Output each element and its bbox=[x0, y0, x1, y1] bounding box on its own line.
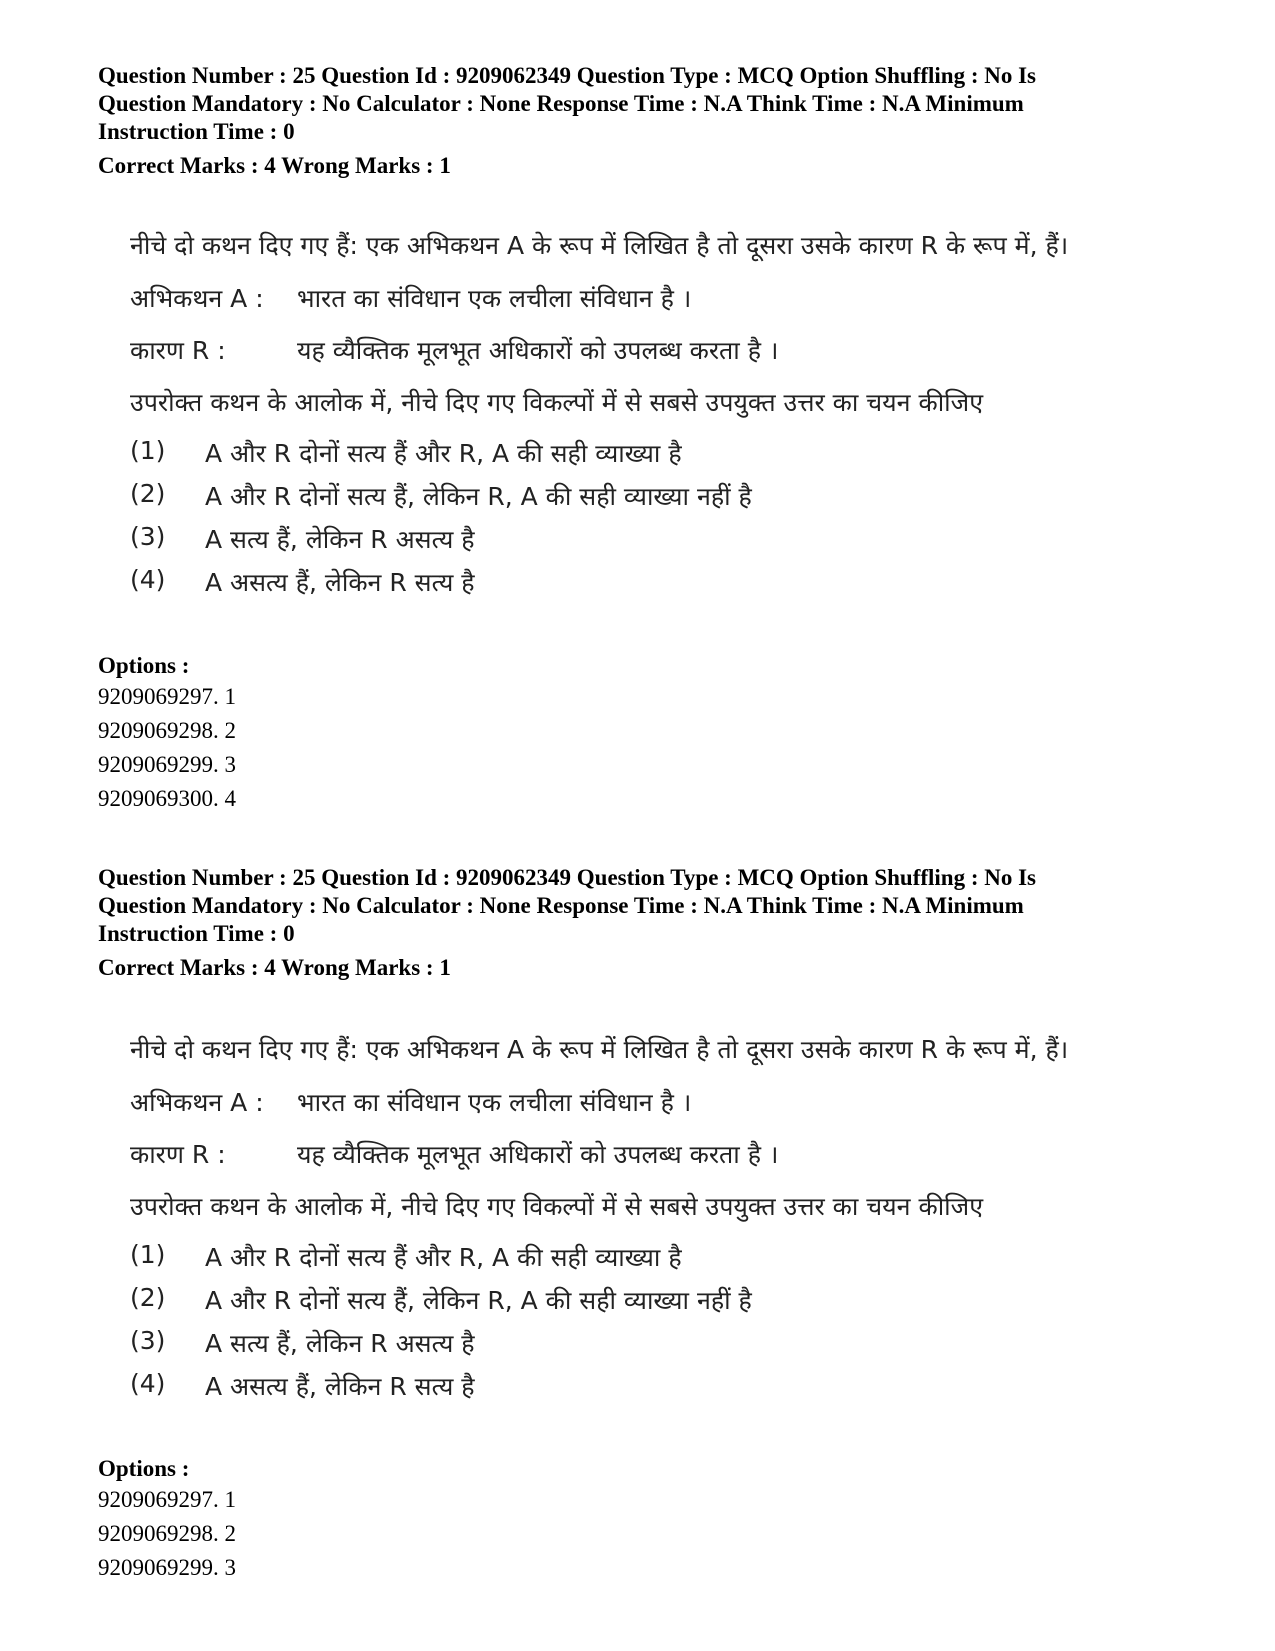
assertion-label: अभिकथन A : bbox=[130, 1088, 264, 1117]
assertion-label: अभिकथन A : bbox=[130, 284, 264, 313]
choice-text: A सत्य हैं, लेकिन R असत्य है bbox=[205, 1329, 475, 1358]
choice-text: A सत्य हैं, लेकिन R असत्य है bbox=[205, 525, 475, 554]
question-meta-line: Question Number : 25 Question Id : 9209062349 Question Type : MCQ Option Shuffling : No Is bbox=[98, 63, 1037, 88]
option-item: 9209069299. 3 bbox=[98, 752, 236, 777]
question-header-2 bbox=[98, 864, 1178, 982]
question-meta-line: Question Mandatory : No Calculator : None Response Time : N.A Think Time : N.A Minimum bbox=[98, 91, 1024, 116]
choice-text: A और R दोनों सत्य हैं, लेकिन R, A की सही व्याख्या नहीं है bbox=[205, 1286, 752, 1315]
statement-intro: नीचे दो कथन दिए गए हैं: एक अभिकथन A के रूप में लिखित है तो दूसरा उसके कारण R के रूप में, हैं। bbox=[130, 1035, 1069, 1064]
question-body-2 bbox=[130, 1032, 1130, 1412]
choice-text: A और R दोनों सत्य हैं और R, A की सही व्याख्या है bbox=[205, 1243, 682, 1272]
question-meta-line: Question Number : 25 Question Id : 9209062349 Question Type : MCQ Option Shuffling : No Is bbox=[98, 865, 1037, 890]
option-item: 9209069298. 2 bbox=[98, 718, 236, 743]
question-header-1 bbox=[98, 62, 1178, 180]
choice-number: (4) bbox=[130, 565, 166, 594]
instruction-text: उपरोक्त कथन के आलोक में, नीचे दिए गए विकल्पों में से सबसे उपयुक्त उत्तर का चयन कीजिए bbox=[130, 1192, 984, 1221]
options-heading: Options : bbox=[98, 653, 190, 678]
options-list-1 bbox=[98, 652, 1178, 816]
choice-number: (4) bbox=[130, 1369, 166, 1398]
option-item: 9209069298. 2 bbox=[98, 1521, 236, 1546]
reason-text: यह व्यैक्तिक मूलभूत अधिकारों को उपलब्ध करता है । bbox=[297, 336, 779, 365]
instruction-text: उपरोक्त कथन के आलोक में, नीचे दिए गए विकल्पों में से सबसे उपयुक्त उत्तर का चयन कीजिए bbox=[130, 388, 984, 417]
choice-number: (1) bbox=[130, 436, 166, 465]
reason-label: कारण R : bbox=[130, 336, 226, 365]
reason-text: यह व्यैक्तिक मूलभूत अधिकारों को उपलब्ध करता है । bbox=[297, 1140, 779, 1169]
choice-number: (2) bbox=[130, 1283, 166, 1312]
choice-text: A और R दोनों सत्य हैं और R, A की सही व्याख्या है bbox=[205, 439, 682, 468]
marks-line: Correct Marks : 4 Wrong Marks : 1 bbox=[98, 153, 451, 178]
choice-text: A असत्य हैं, लेकिन R सत्य है bbox=[205, 1372, 475, 1401]
question-meta-line: Instruction Time : 0 bbox=[98, 119, 295, 144]
choice-number: (2) bbox=[130, 479, 166, 508]
option-item: 9209069299. 3 bbox=[98, 1555, 236, 1580]
option-item: 9209069300. 4 bbox=[98, 786, 236, 811]
reason-label: कारण R : bbox=[130, 1140, 226, 1169]
option-item: 9209069297. 1 bbox=[98, 1487, 236, 1512]
choice-number: (3) bbox=[130, 522, 166, 551]
options-heading: Options : bbox=[98, 1456, 190, 1481]
question-meta-line: Question Mandatory : No Calculator : None Response Time : N.A Think Time : N.A Minimum bbox=[98, 893, 1024, 918]
statement-intro: नीचे दो कथन दिए गए हैं: एक अभिकथन A के रूप में लिखित है तो दूसरा उसके कारण R के रूप में, हैं। bbox=[130, 231, 1069, 260]
options-list-2 bbox=[98, 1455, 1178, 1585]
assertion-text: भारत का संविधान एक लचीला संविधान है । bbox=[297, 1088, 692, 1117]
choice-number: (1) bbox=[130, 1240, 166, 1269]
question-body-1 bbox=[130, 228, 1130, 608]
assertion-text: भारत का संविधान एक लचीला संविधान है । bbox=[297, 284, 692, 313]
option-item: 9209069297. 1 bbox=[98, 684, 236, 709]
choice-text: A असत्य हैं, लेकिन R सत्य है bbox=[205, 568, 475, 597]
choice-number: (3) bbox=[130, 1326, 166, 1355]
marks-line: Correct Marks : 4 Wrong Marks : 1 bbox=[98, 955, 451, 980]
choice-text: A और R दोनों सत्य हैं, लेकिन R, A की सही व्याख्या नहीं है bbox=[205, 482, 752, 511]
question-meta-line: Instruction Time : 0 bbox=[98, 921, 295, 946]
